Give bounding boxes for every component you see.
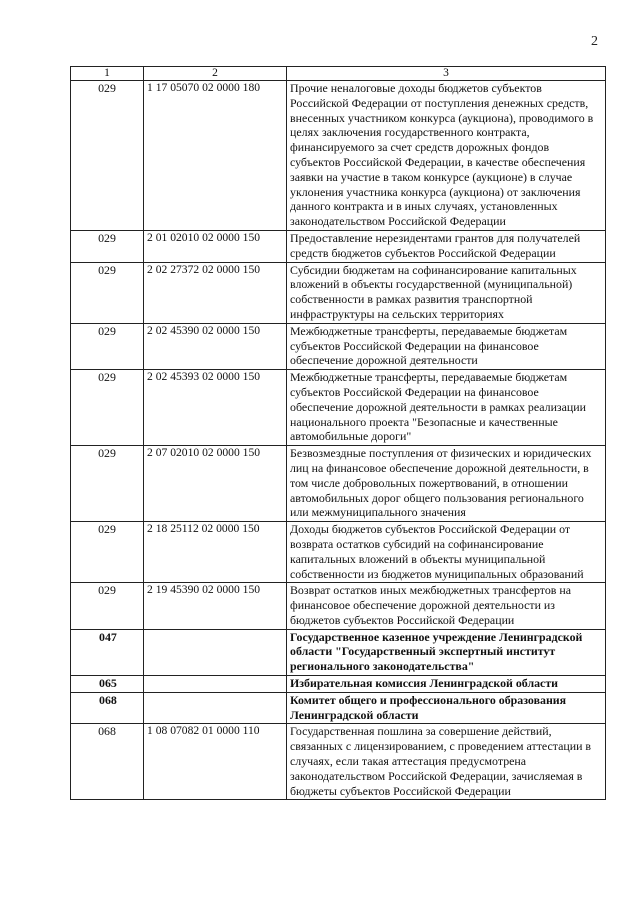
admin-code-cell: 029 [71,522,144,583]
organization-name-cell: Избирательная комиссия Ленинградской области [287,676,606,693]
kbk-code-cell: 2 07 02010 02 0000 150 [144,446,287,522]
admin-code-cell: 029 [71,446,144,522]
table-row [71,370,606,446]
kbk-code-cell: 2 18 25112 02 0000 150 [144,522,287,583]
kbk-code-cell: 2 02 27372 02 0000 150 [144,262,287,323]
description-cell: Межбюджетные трансферты, передаваемые бюджетам субъектов Российской Федерации на финансовое обеспечение дорожной деятельности [287,323,606,369]
kbk-code-cell [144,692,287,724]
admin-code-cell: 068 [71,724,144,800]
kbk-code-cell [144,676,287,693]
column-header-3: 3 [287,67,606,81]
organization-row [71,676,606,693]
kbk-code-cell: 1 08 07082 01 0000 110 [144,724,287,800]
description-cell: Прочие неналоговые доходы бюджетов субъектов Российской Федерации от поступления денежных средств, внесенных участником конкурса (аукциона), проводимого в целях заключения государственного контракта, финансируемого за счет средств дорожных фондов субъектов Российской Федерации, в качестве обеспечения заявки на участие в таком конкурсе (аукционе) в случае уклонения участника конкурса (аукциона) от заключения данного контракта и в иных случаях, установленных законодательством Российской Федерации [287,81,606,231]
table-row [71,446,606,522]
table-row [71,81,606,231]
description-cell: Субсидии бюджетам на софинансирование капитальных вложений в объекты государственной (муниципальной) собственности в рамках развития транспортной инфраструктуры на сельских территориях [287,262,606,323]
table-row [71,724,606,800]
organization-row [71,692,606,724]
admin-code-cell: 065 [71,676,144,693]
organization-row [71,629,606,675]
description-cell: Безвозмездные поступления от физических и юридических лиц на финансовое обеспечение дорожной деятельности, в том числе добровольных пожертвований, в отношении автомобильных дорог общего пользования регионального или межмуниципального значения [287,446,606,522]
kbk-code-cell: 2 01 02010 02 0000 150 [144,230,287,262]
table-row [71,262,606,323]
page-number: 2 [591,34,598,49]
admin-code-cell: 029 [71,262,144,323]
organization-name-cell: Государственное казенное учреждение Ленинградской области "Государственный экспертный институт регионального законодательства" [287,629,606,675]
admin-code-cell: 047 [71,629,144,675]
description-cell: Доходы бюджетов субъектов Российской Федерации от возврата остатков субсидий на софинансирование капитальных вложений в объекты муниципальной собственности из бюджетов муниципальных образований [287,522,606,583]
kbk-code-cell: 2 19 45390 02 0000 150 [144,583,287,629]
organization-name-cell: Комитет общего и профессионального образования Ленинградской области [287,692,606,724]
budget-revenue-table [70,66,606,800]
kbk-code-cell: 1 17 05070 02 0000 180 [144,81,287,231]
column-header-2: 2 [144,67,287,81]
table-body [71,67,606,800]
admin-code-cell: 029 [71,370,144,446]
admin-code-cell: 029 [71,230,144,262]
kbk-code-cell: 2 02 45390 02 0000 150 [144,323,287,369]
table-row [71,522,606,583]
description-cell: Государственная пошлина за совершение действий, связанных с лицензированием, с проведением аттестации в случаях, если такая аттестация предусмотрена законодательством Российской Федерации, зачисляемая в бюджеты субъектов Российской Федерации [287,724,606,800]
description-cell: Межбюджетные трансферты, передаваемые бюджетам субъектов Российской Федерации на финансовое обеспечение дорожной деятельности в рамках реализации национального проекта "Безопасные и качественные автомобильные дороги" [287,370,606,446]
kbk-code-cell [144,629,287,675]
table-row [71,230,606,262]
table-row [71,323,606,369]
admin-code-cell: 029 [71,323,144,369]
kbk-code-cell: 2 02 45393 02 0000 150 [144,370,287,446]
table-header-row [71,67,606,81]
description-cell: Возврат остатков иных межбюджетных трансфертов на финансовое обеспечение дорожной деятельности из бюджетов субъектов Российской Федерации [287,583,606,629]
admin-code-cell: 029 [71,81,144,231]
column-header-1: 1 [71,67,144,81]
description-cell: Предоставление нерезидентами грантов для получателей средств бюджетов субъектов Российской Федерации [287,230,606,262]
admin-code-cell: 068 [71,692,144,724]
table-row [71,583,606,629]
admin-code-cell: 029 [71,583,144,629]
